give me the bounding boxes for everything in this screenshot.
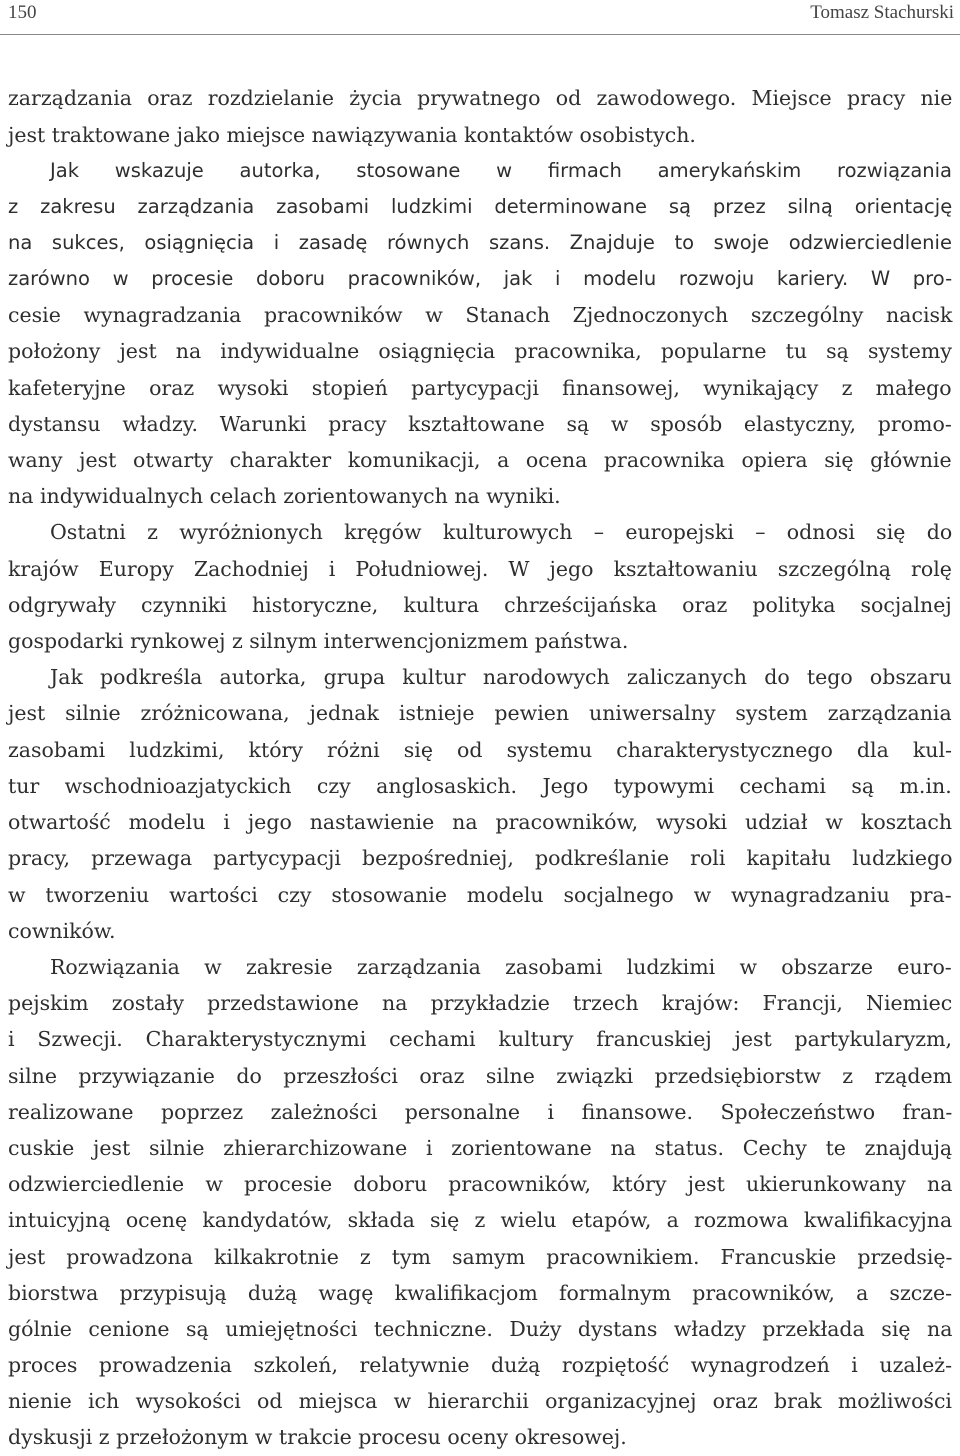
text-line: jest prowadzona kilkakrotnie z tym samym pracownikiem. Francuskie przedsię- [8, 1245, 953, 1269]
text-line: w tworzeniu wartości czy stosowanie modelu socjalnego w wynagradzaniu pra- [8, 883, 952, 907]
text-line: silne przywiązanie do przeszłości oraz silne związki przedsiębiorstw z rządem [8, 1064, 953, 1088]
text-line: na sukces, osiągnięcia i zasadę równych szans. Znajduje to swoje odzwierciedlenie [8, 231, 952, 254]
body-text [0, 66, 960, 1456]
text-line: zarówno w procesie doboru pracowników, jak i modelu rozwoju kariery. W pro- [8, 267, 953, 290]
text-line: jest traktowane jako miejsce nawiązywania kontaktów osobistych. [8, 123, 696, 147]
text-line: intuicyjną ocenę kandydatów, składa się z wielu etapów, a rozmowa kwalifikacyjna [8, 1208, 953, 1232]
text-line: proces prowadzenia szkoleń, relatywnie dużą rozpiętość wynagrodzeń i uzależ- [8, 1353, 953, 1377]
text-line: dyskusji z przełożonym w trakcie procesu oceny okresowej. [8, 1425, 627, 1449]
text-line: tur wschodnioazjatyckich czy anglosaskich. Jego typowymi cechami są m.in. [8, 774, 952, 798]
text-line: Rozwiązania w zakresie zarządzania zasobami ludzkimi w obszarze euro- [50, 955, 952, 979]
text-line: pejskim zostały przedstawione na przykładzie trzech krajów: Francji, Niemiec [8, 991, 953, 1015]
text-line: krajów Europy Zachodniej i Południowej. W jego kształtowaniu szczególną rolę [8, 557, 952, 581]
text-line: Jak podkreśla autorka, grupa kultur narodowych zaliczanych do tego obszaru [50, 665, 952, 689]
text-line: cowników. [8, 919, 116, 943]
text-line: Jak wskazuje autorka, stosowane w firmach amerykańskim rozwiązania [50, 159, 953, 182]
page-number: 150 [8, 2, 37, 23]
text-line: cesie wynagradzania pracowników w Stanach Zjednoczonych szczególny nacisk [8, 303, 953, 327]
text-line: cuskie jest silnie zhierarchizowane i zorientowane na status. Cechy te znajdują [8, 1136, 953, 1160]
text-line: na indywidualnych celach zorientowanych na wyniki. [8, 484, 561, 508]
text-line: gólnie cenione są umiejętności techniczne. Duży dystans władzy przekłada się na [8, 1317, 953, 1341]
text-line: i Szwecji. Charakterystycznymi cechami kultury francuskiej jest partykularyzm, [8, 1027, 953, 1051]
text-line: kafeteryjne oraz wysoki stopień partycypacji finansowej, wynikający z małego [8, 376, 952, 400]
text-line: położony jest na indywidualne osiągnięcia pracownika, popularne tu są systemy [8, 339, 952, 363]
text-line: biorstwa przypisują dużą wagę kwalifikacjom formalnym pracowników, a szcze- [8, 1281, 953, 1305]
text-line: z zakresu zarządzania zasobami ludzkimi determinowane są przez silną orientację [8, 195, 953, 218]
text-line: gospodarki rynkowej z silnym interwencjonizmem państwa. [8, 629, 629, 653]
text-line: wany jest otwarty charakter komunikacji, a ocena pracownika opiera się głównie [8, 448, 952, 472]
running-header [0, 0, 960, 35]
text-line: jest silnie zróżnicowana, jednak istnieje pewien uniwersalny system zarządzania [8, 701, 952, 725]
text-line: Ostatni z wyróżnionych kręgów kulturowych – europejski – odnosi się do [50, 520, 953, 544]
text-line: zarządzania oraz rozdzielanie życia prywatnego od zawodowego. Miejsce pracy nie [8, 86, 953, 110]
text-line: dystansu władzy. Warunki pracy kształtowane są w sposób elastyczny, promo- [8, 412, 952, 436]
text-line: zasobami ludzkimi, który różni się od systemu charakterystycznego dla kul- [8, 738, 952, 762]
text-line: pracy, przewaga partycypacji bezpośredniej, podkreślanie roli kapitału ludzkiego [8, 846, 953, 870]
text-line: nienie ich wysokości od miejsca w hierarchii organizacyjnej oraz brak możliwości [8, 1389, 952, 1413]
text-line: realizowane poprzez zależności personalne i finansowe. Społeczeństwo fran- [8, 1100, 953, 1124]
running-header-author: Tomasz Stachurski [810, 2, 954, 23]
text-line: odgrywały czynniki historyczne, kultura chrześcijańska oraz polityka socjalnej [8, 593, 952, 617]
text-line: otwartość modelu i jego nastawienie na pracowników, wysoki udział w kosztach [8, 810, 953, 834]
text-line: odzwierciedlenie w procesie doboru pracowników, który jest ukierunkowany na [8, 1172, 953, 1196]
